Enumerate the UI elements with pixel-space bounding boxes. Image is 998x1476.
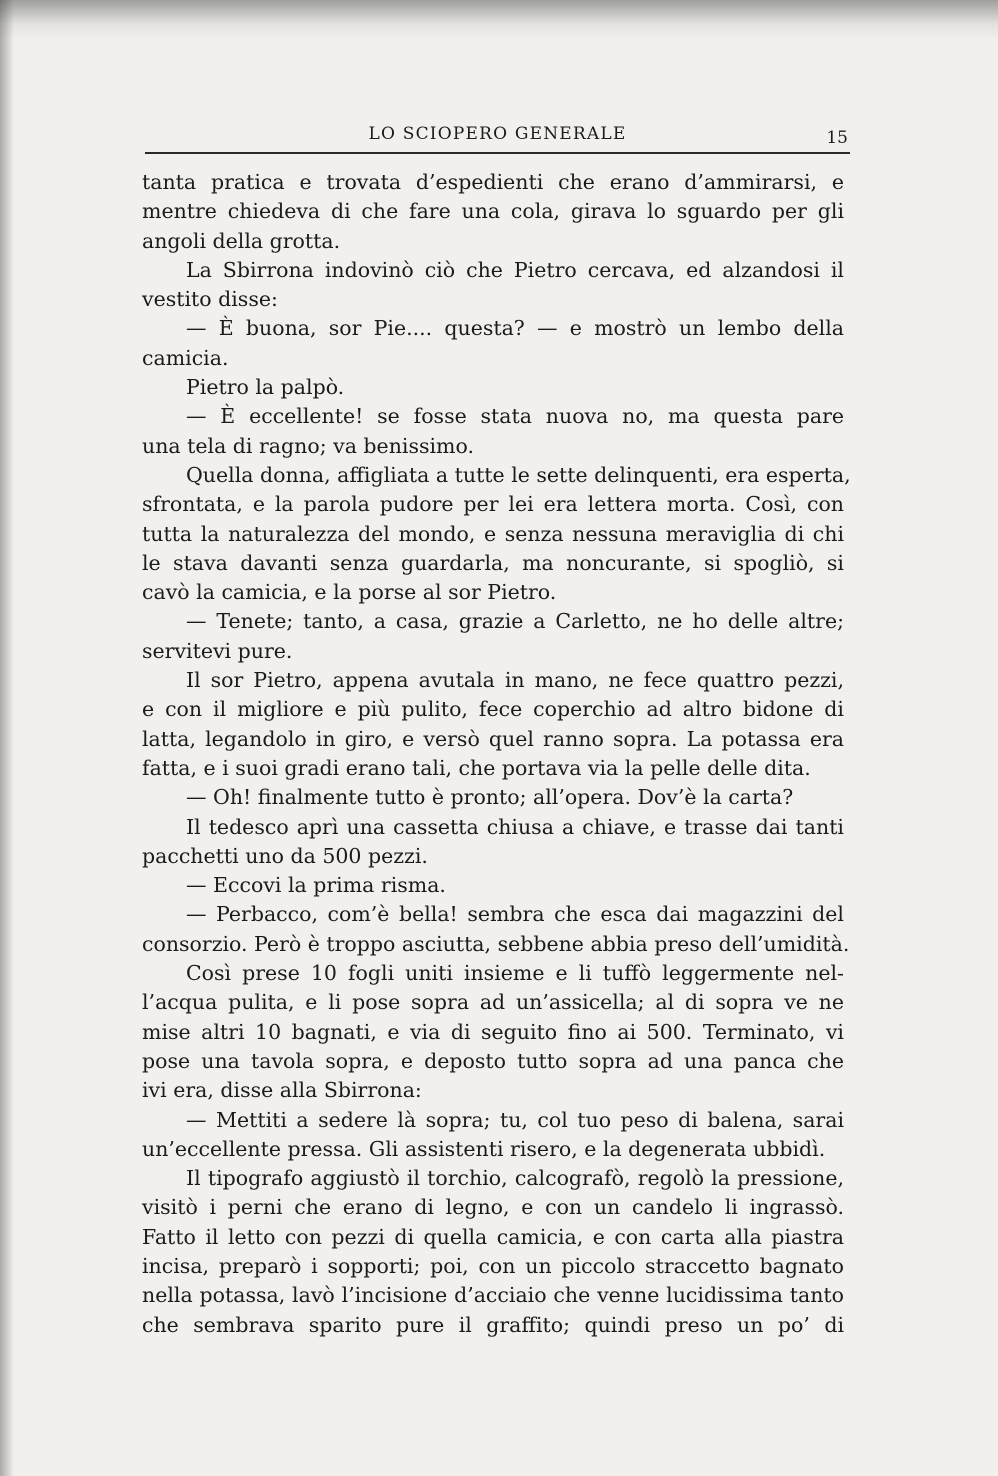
text-line: — Perbacco, com’è bella! sembra che esca dai magazzini del	[186, 902, 844, 927]
text-line: latta, legandolo in giro, e versò quel ranno sopra. La potassa era	[142, 726, 844, 751]
text-line: tanta pratica e trovata d’espedienti che erano d’ammirarsi, e	[142, 170, 844, 194]
text-line: sfrontata, e la parola pudore per lei era lettera morta. Così, con	[142, 492, 844, 517]
text-line: La Sbirrona indovinò ciò che Pietro cercava, ed alzandosi il	[186, 257, 844, 282]
text-line: — Mettiti a sedere là sopra; tu, col tuo peso di balena, sarai	[186, 1107, 844, 1132]
text-line: vestito disse:	[142, 287, 278, 312]
text-line: mentre chiedeva di che fare una cola, girava lo sguardo per gli	[142, 199, 844, 224]
text-line: camicia.	[142, 345, 229, 370]
text-line: servitevi pure.	[142, 638, 293, 663]
body-text	[142, 168, 851, 1340]
text-line: fatta, e i suoi gradi erano tali, che portava via la pelle delle dita.	[142, 755, 811, 780]
text-line: ivi era, disse alla Sbirrona:	[142, 1078, 422, 1103]
text-line: Pietro la palpò.	[186, 375, 345, 400]
text-line: tutta la naturalezza del mondo, e senza nessuna meraviglia di chi	[142, 521, 844, 546]
text-line: Il sor Pietro, appena avutala in mano, ne fece quattro pezzi,	[186, 668, 844, 693]
scan-edge-shadow-top	[0, 0, 998, 40]
page-number: 15	[826, 128, 848, 148]
page-header	[145, 122, 850, 154]
text-line: — Eccovi la prima risma.	[186, 873, 446, 898]
text-line: una tela di ragno; va benissimo.	[142, 433, 474, 458]
text-line: un’eccellente pressa. Gli assistenti risero, e la degenerata ubbidì.	[142, 1136, 826, 1161]
text-line: Quella donna, affigliata a tutte le sette delinquenti, era esperta,	[186, 462, 851, 487]
text-line: nella potassa, lavò l’incisione d’acciaio che venne lucidissima tanto	[142, 1283, 844, 1308]
text-line: Il tipografo aggiustò il torchio, calcografò, regolò la pressione,	[186, 1166, 844, 1191]
text-line: cavò la camicia, e la porse al sor Pietro.	[142, 580, 557, 605]
text-line: che sembrava sparito pure il graffito; quindi preso un po’ di	[142, 1312, 844, 1337]
scan-edge-shadow-left	[0, 0, 14, 1476]
text-line: Il tedesco aprì una cassetta chiusa a chiave, e trasse dai tanti	[186, 814, 844, 839]
text-line: pacchetti uno da 500 pezzi.	[142, 843, 428, 868]
text-line: le stava davanti senza guardarla, ma noncurante, si spogliò, si	[142, 550, 844, 575]
text-line: angoli della grotta.	[142, 228, 341, 253]
text-line: l’acqua pulita, e li pose sopra ad un’assicella; al di sopra ve ne	[142, 990, 844, 1015]
text-line: e con il migliore e più pulito, fece coperchio ad altro bidone di	[142, 697, 844, 722]
text-line: Fatto il letto con pezzi di quella camicia, e con carta alla piastra	[142, 1224, 844, 1249]
text-line: pose una tavola sopra, e deposto tutto sopra ad una panca che	[142, 1048, 844, 1073]
text-line: — Tenete; tanto, a casa, grazie a Carletto, ne ho delle altre;	[186, 609, 844, 634]
text-line: incisa, preparò i sopporti; poi, con un piccolo straccetto bagnato	[142, 1253, 844, 1278]
running-title: LO SCIOPERO GENERALE	[368, 124, 627, 144]
text-line: — Oh! finalmente tutto è pronto; all’opera. Dov’è la carta?	[186, 785, 794, 810]
text-line: visitò i perni che erano di legno, e con un candelo li ingrassò.	[142, 1195, 844, 1220]
text-line: — È eccellente! se fosse stata nuova no, ma questa pare	[186, 404, 844, 429]
text-line: consorzio. Però è troppo asciutta, sebbene abbia preso dell’umidità.	[142, 931, 850, 956]
text-line: Così prese 10 fogli uniti insieme e li tuffò leggermente nel-	[186, 961, 844, 986]
text-line: mise altri 10 bagnati, e via di seguito fino ai 500. Terminato, vi	[142, 1019, 844, 1044]
text-line: — È buona, sor Pie.... questa? — e mostrò un lembo della	[186, 316, 844, 341]
